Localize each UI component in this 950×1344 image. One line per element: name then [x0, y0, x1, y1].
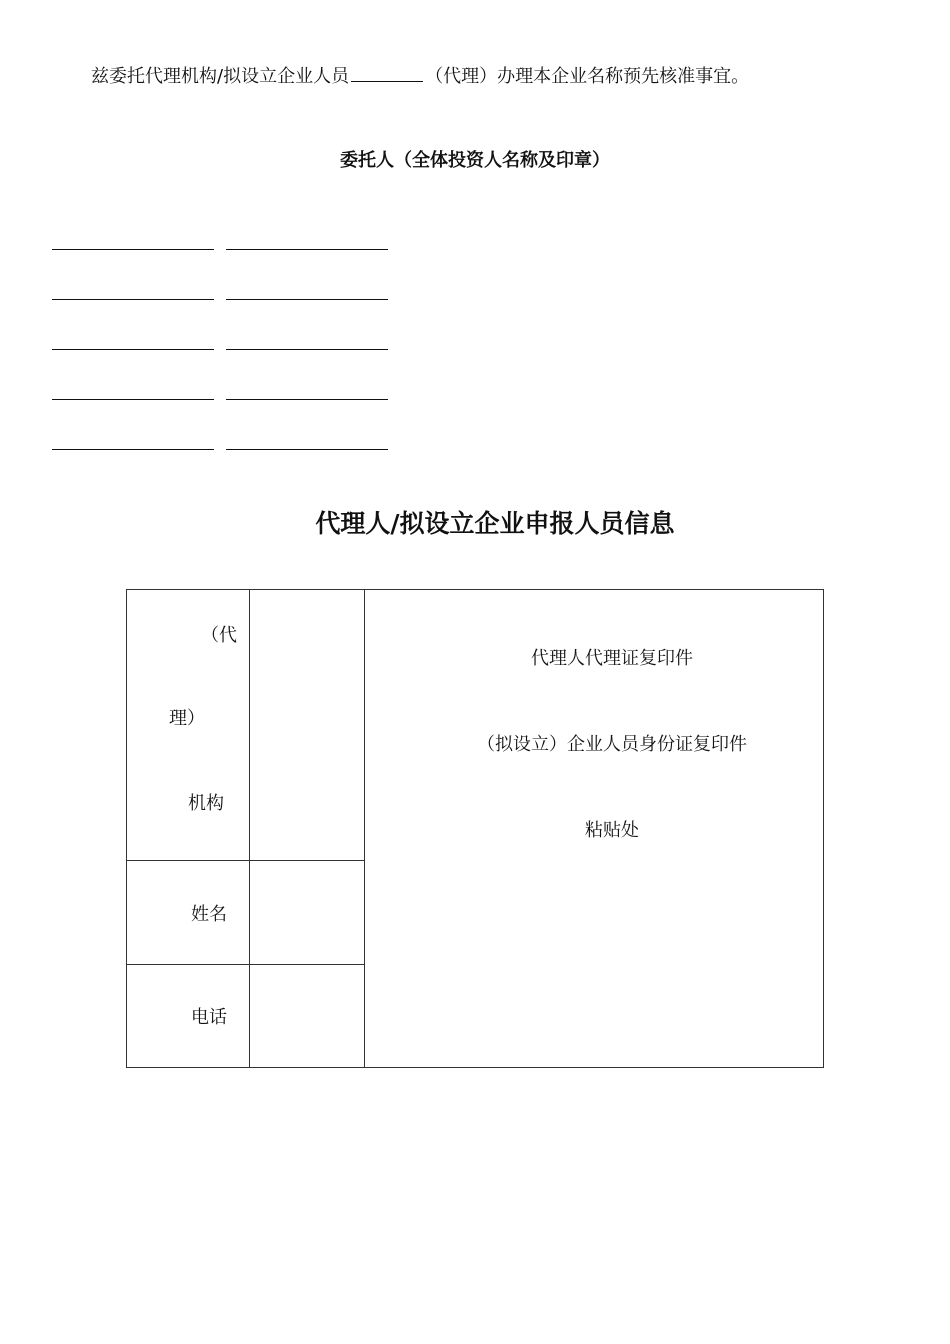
photo-area-line: 代理人代理证复印件 [531, 648, 693, 669]
signature-line[interactable] [52, 249, 214, 250]
phone-label: 电话 [127, 965, 250, 1068]
org-label-line: 理） [169, 708, 205, 729]
name-value-cell[interactable] [250, 861, 365, 965]
photo-area-line: 粘贴处 [585, 820, 639, 841]
org-value-cell[interactable] [250, 590, 365, 861]
org-label-line: 机构 [188, 793, 224, 814]
phone-value-cell[interactable] [250, 965, 365, 1068]
photo-area-line: （拟设立）企业人员身份证复印件 [477, 734, 747, 755]
agent-name-blank[interactable] [351, 63, 423, 82]
consignor-heading: 委托人（全体投资人名称及印章） [340, 150, 610, 171]
statement-text-before: 兹委托代理机构/拟设立企业人员 [91, 66, 350, 87]
signature-line[interactable] [52, 449, 214, 450]
name-label: 姓名 [127, 861, 250, 965]
section-title: 代理人/拟设立企业申报人员信息 [315, 509, 675, 538]
agent-info-table [126, 589, 824, 1068]
signature-line[interactable] [226, 449, 388, 450]
authorization-statement [91, 63, 749, 90]
signature-line[interactable] [226, 399, 388, 400]
signature-line[interactable] [226, 299, 388, 300]
signature-line[interactable] [226, 249, 388, 250]
statement-text-after: （代理）办理本企业名称预先核准事宜。 [425, 66, 750, 87]
signature-line[interactable] [52, 299, 214, 300]
signature-line[interactable] [52, 349, 214, 350]
org-label-line: （代 [201, 625, 237, 646]
id-copy-paste-area [365, 590, 824, 1068]
signature-line[interactable] [226, 349, 388, 350]
signature-line[interactable] [52, 399, 214, 400]
org-label-cell [127, 590, 250, 861]
